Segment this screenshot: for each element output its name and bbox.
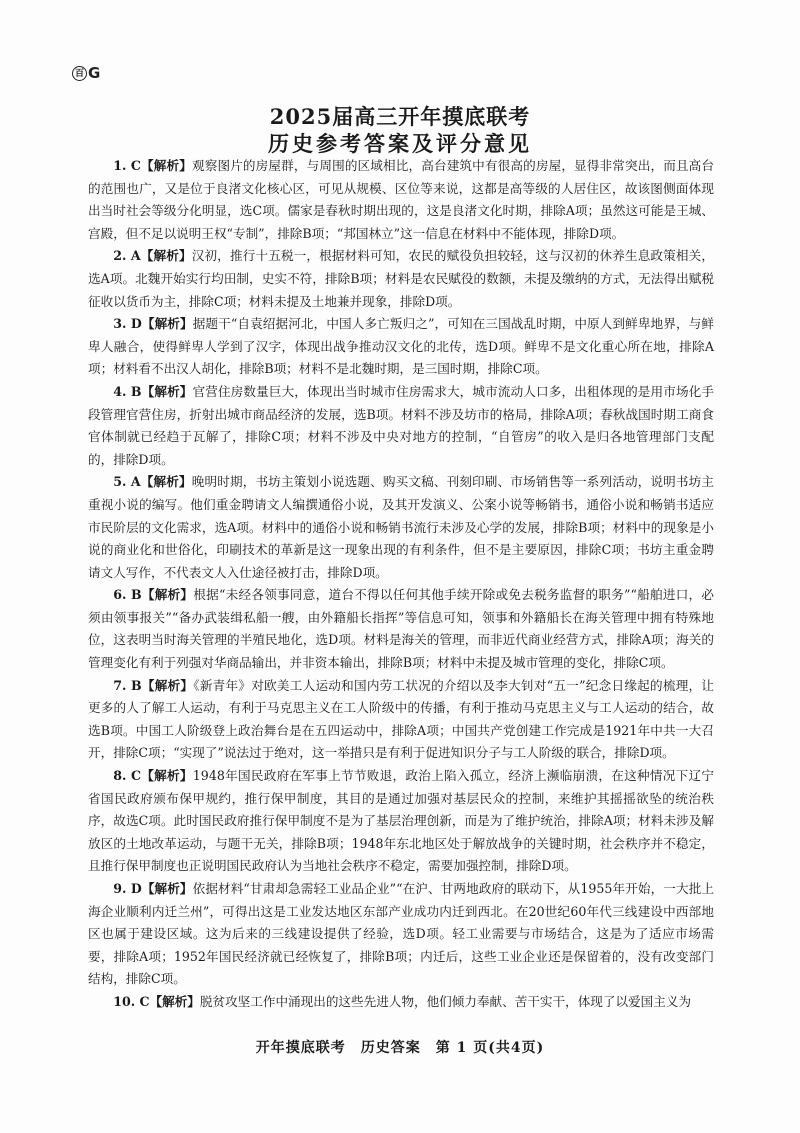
answer-item (88, 381, 714, 471)
answer-text: 1948年国民政府在军事上节节败退，政治上陷入孤立，经济上濒临崩溃，在这种情况下辽宁省国民政府颁布保甲规约，推行保甲制度，其目的是通过加强对基层民众的控制，来维护其摇摇欲坠的统治秩序，故选C项。此时国民政府推行保甲制度不是为了基层治理创新，而是为了维护统治，排除A项；材料未涉及解放区的土地改革运动，与题干无关，排除B项；1948年东北地区处于解放战争的关键时期，社会秩序并不稳定，且推行保甲制度也正说明国民政府认为当地社会秩序不稳定，需要加强控制，排除D项。 (88, 768, 714, 874)
logo-letter: G (88, 64, 101, 82)
brand-logo (72, 64, 100, 82)
answer-item (88, 675, 714, 765)
answer-item (88, 313, 714, 381)
answer-item (88, 584, 714, 674)
answer-list (88, 155, 714, 1014)
answer-tag: 7. B【解析】 (113, 677, 194, 693)
answer-text: 观察图片的房屋群，与周围的区域相比，高台建筑中有很高的房屋，显得非常突出，而且高台的范围也广，又是位于良渚文化核心区，可见从规模、区位等来说，这都是高等级的人居住区，故该图侧面体现出当时社会等级分化明显，选C项。儒家是春秋时期出现的，这是良渚文化时期，排除A项；虽然这可能是王城、宫殿，但不足以说明王权“专制”，排除B项；“邦国林立”这一信息在材料中不能体现，排除D项。 (88, 158, 715, 241)
answer-item (88, 991, 714, 1014)
answer-text: 据题干“自袁绍据河北，中国人多亡叛归之”，可知在三国战乱时期，中原人到鲜卑地界，与鲜卑人融合，使得鲜卑人学到了汉字，体现出战争推动汉文化的北传，选D项。鲜卑不是文化重心所在地，排除A项；材料看不出汉人胡化，排除B项；材料不是北魏时期，是三国时期，排除C项。 (88, 316, 714, 377)
answer-tag: 10. C【解析】 (113, 993, 200, 1009)
answer-text: 晚明时期，书坊主策划小说选题、购买文稿、刊刻印刷、市场销售等一系列活动，说明书坊主重视小说的编写。他们重金聘请文人编撰通俗小说，及其开发演义、公案小说等畅销书，通俗小说和畅销书适应市民阶层的文化需求，选A项。材料中的通俗小说和畅销书流行未涉及心学的发展，排除B项；材料中的现象是小说的商业化和世俗化，印刷技术的革新是这一现象出现的有利条件，但不是主要原因，排除C项；书坊主重金聘请文人写作，不代表文人入仕途径被打击，排除D项。 (88, 474, 714, 580)
answer-tag: 1. C【解析】 (113, 158, 192, 173)
answer-text: 依据材料“甘肃却急需轻工业品企业”“在沪、甘两地政府的联动下，从1955年开始，一大批上海企业顺利内迁兰州”，可得出这是工业发达地区东部产业成功内迁到西北。在20世纪60年代三线建设中西部地区也属于建设区域。这为后来的三线建设提供了经验，选D项。轻工业需要与市场结合，这是为了适应市场需要，排除A项；1952年国民经济就已经恢复了，排除B项；内迁后，这些工业企业还是保留着的，没有改变部门结构，排除C项。 (88, 881, 714, 987)
answer-item (88, 155, 714, 245)
answer-tag: 2. A【解析】 (113, 248, 192, 264)
answer-tag: 3. D【解析】 (113, 316, 193, 332)
answer-item (88, 765, 714, 878)
answer-text: 官营住房数量巨大，体现出当时城市住房需求大，城市流动人口多，出租体现的是用市场化手段管理官营住房，折射出城市商品经济的发展，选B项。材料不涉及坊市的格局，排除A项；春秋战国时期工商食官体制就已经趋于瓦解了，排除C项；材料不涉及中央对地方的控制，“自管房”的收入是归各地管理部门支配的，排除D项。 (88, 383, 714, 467)
page-footer: 开年摸底联考 历史答案 第 1 页(共4页) (255, 1040, 545, 1056)
answer-tag: 6. B【解析】 (113, 587, 194, 603)
answer-item (88, 245, 714, 313)
answer-text: 脱贫攻坚工作中涌现出的这些先进人物，他们倾力奉献、苦干实干，体现了以爱国主义为 (199, 993, 692, 1009)
answer-tag: 4. B【解析】 (113, 383, 193, 399)
answer-text: 汉初，推行十五税一，根据材料可知，农民的赋役负担较轻，这与汉初的休养生息政策相关，选A项。北魏开始实行均田制，史实不符，排除B项；材料是农民赋役的数额，未提及缴纳的方式，无法得出赋税征收以货币为主，排除C项；材料未提及土地兼并现象，排除D项。 (88, 248, 714, 309)
answer-tag: 5. A【解析】 (113, 474, 192, 490)
answer-item (88, 878, 714, 991)
answer-tag: 8. C【解析】 (113, 768, 193, 784)
page-title: 2025届高三开年摸底联考 (269, 104, 531, 129)
answer-item (88, 471, 714, 584)
answer-tag: 9. D【解析】 (113, 881, 193, 896)
answer-text: 根据“未经各领事同意，道台不得以任何其他手续开除或免去税务监督的职务”“船舶进口，必须由领事报关”“备办武装缉私船一艘，由外籍船长指挥”等信息可知，领事和外籍船长在海关管理中拥有特殊地位，这表明当时海关管理的半殖民地化，选D项。材料是海关的管理，而非近代商业经营方式，排除A项；海关的管理变化有利于列强对华商品输出，并非资本输出，排除B项；材料中未提及城市管理的变化，排除C项。 (88, 587, 714, 671)
logo-mark: 百 (72, 66, 87, 81)
answer-text: 《新青年》对欧美工人运动和国内劳工状况的介绍以及李大钊对“五一”纪念日缘起的梳理，让更多的人了解工人运动，有利于马克思主义在工人阶级中的传播，有利于推动马克思主义与工人运动的结合，故选B项。中国工人阶级登上政治舞台是在五四运动中，排除A项；中国共产党创建工作完成是1921年中共一大召开，排除C项；“实现了”说法过于绝对，这一举措只是有利于促进知识分子与工人阶级的联合，排除D项。 (88, 677, 714, 761)
page-subtitle: 历史参考答案及评分意见 (268, 131, 532, 156)
